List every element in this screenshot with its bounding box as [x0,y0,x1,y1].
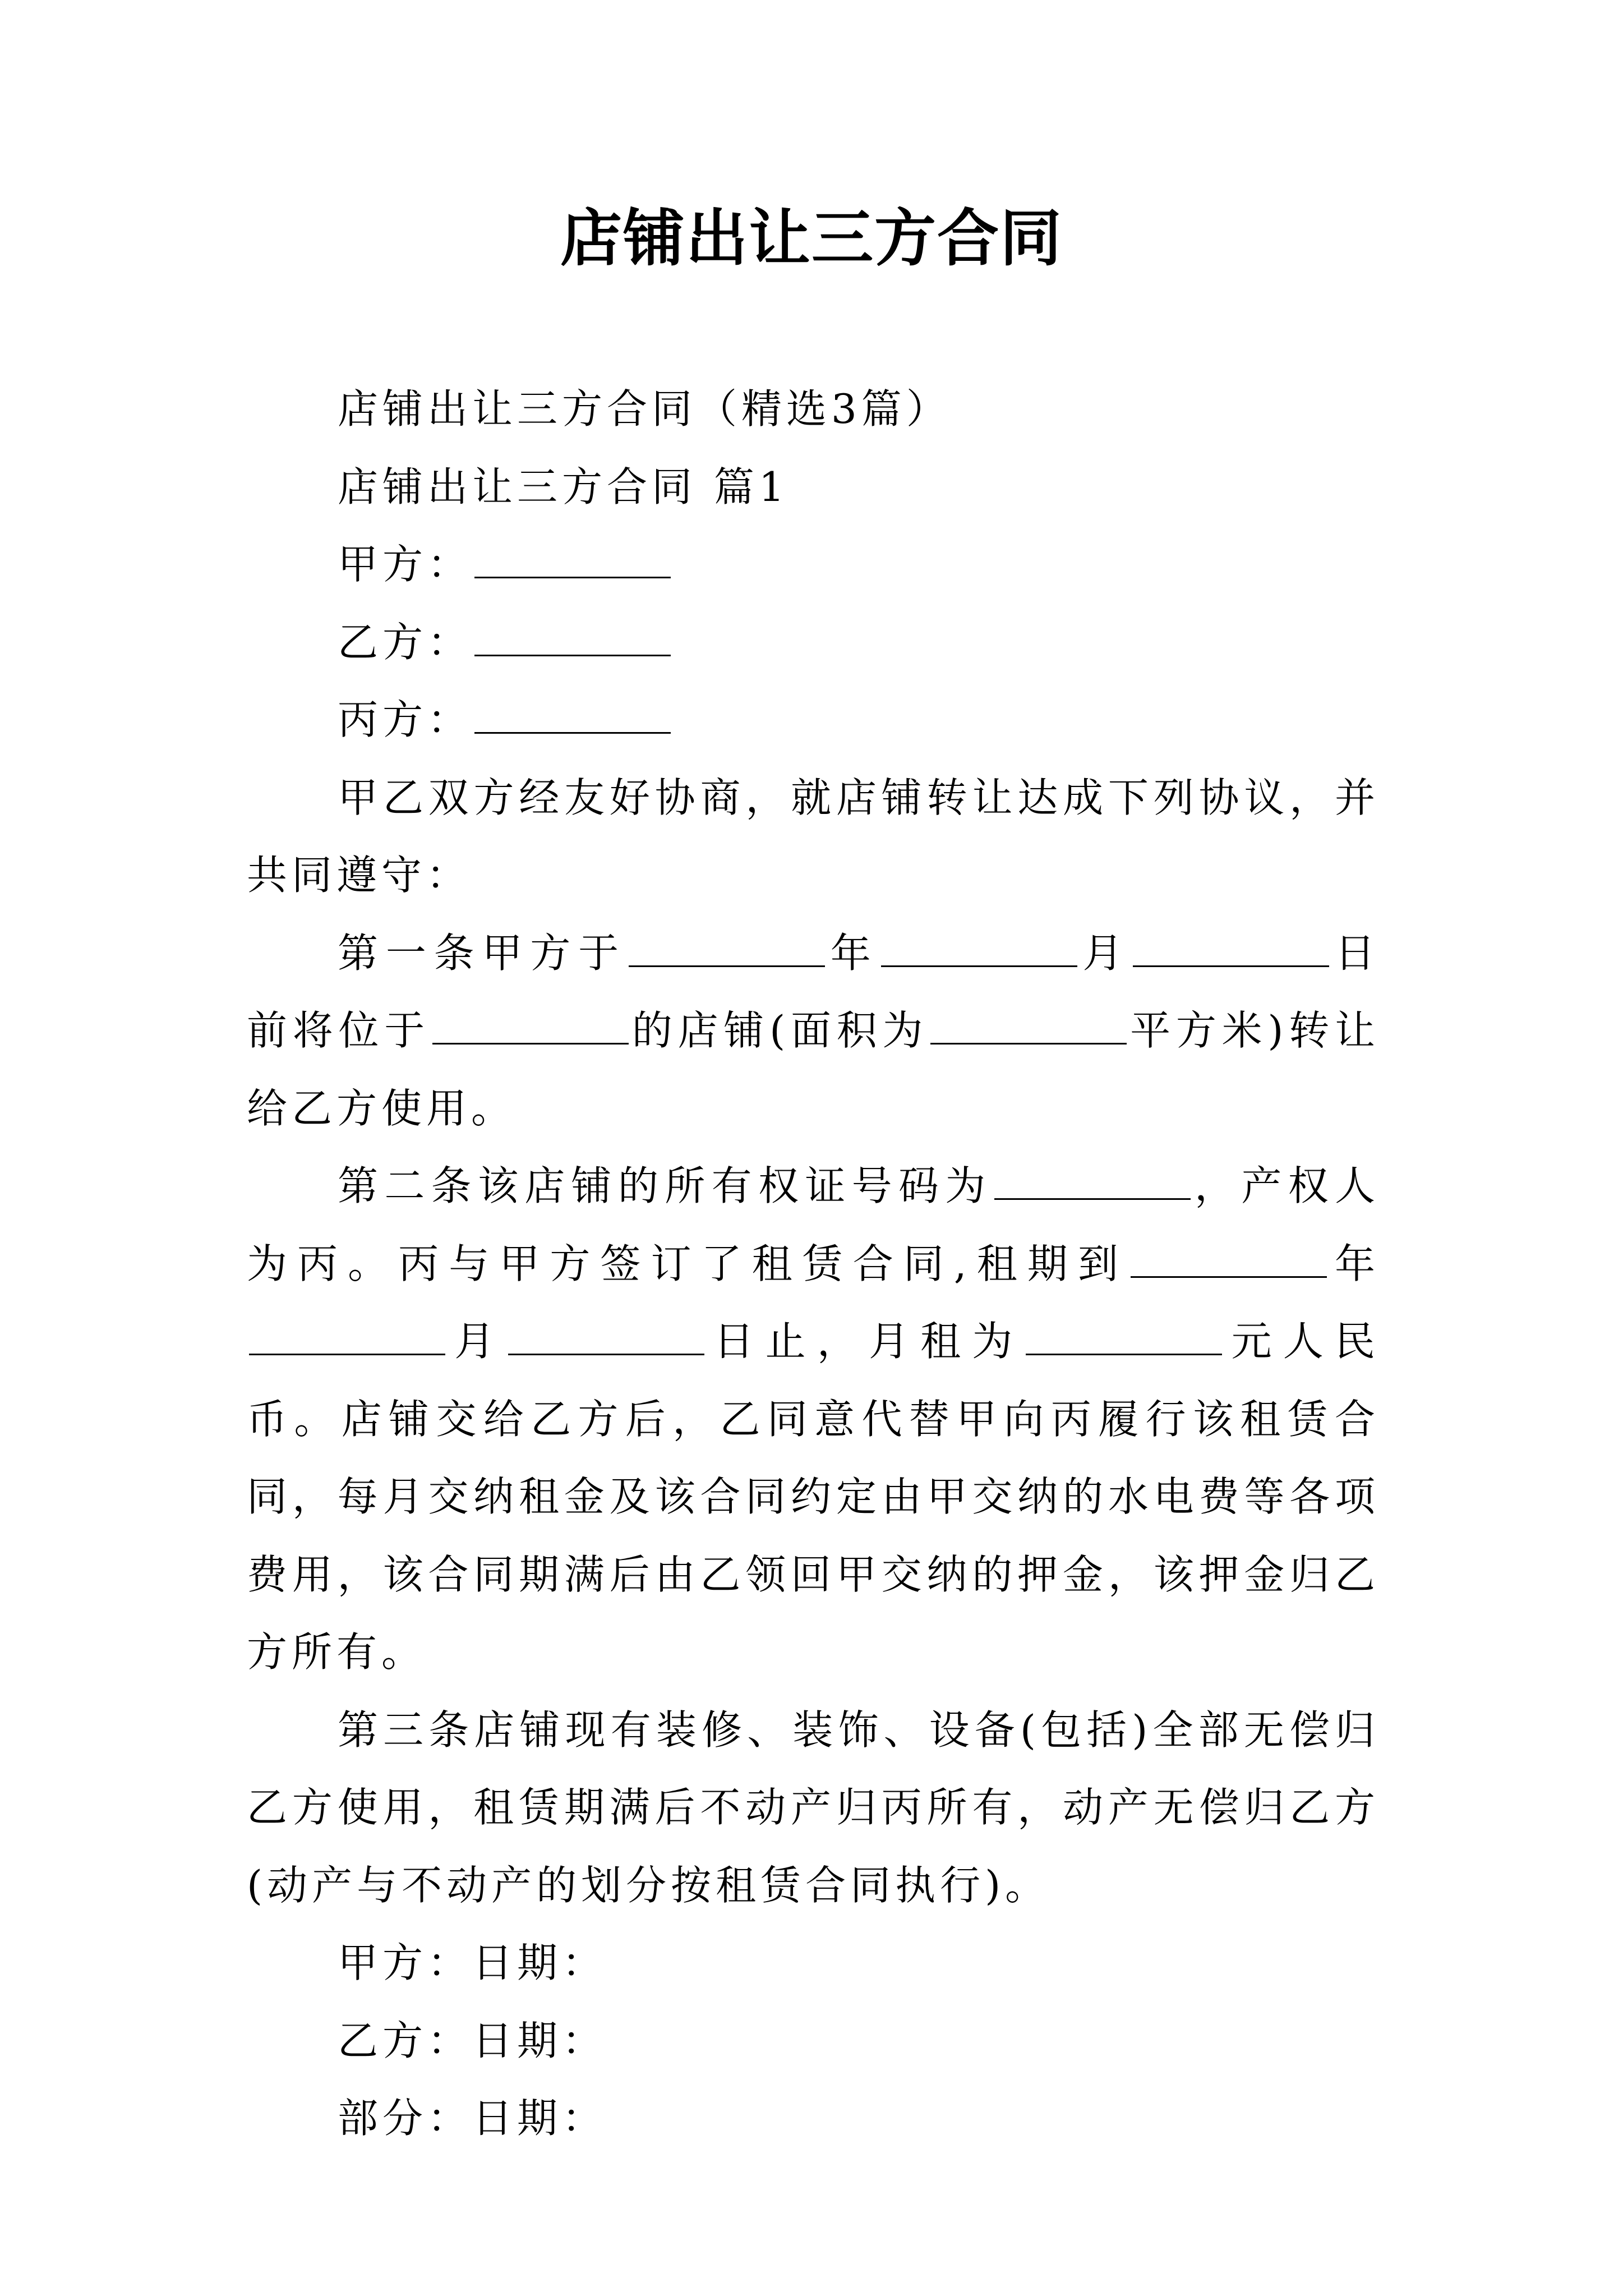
clause-2-text: 日止，月租为 [707,1318,1024,1365]
blank-field [1133,965,1329,967]
clause-3: 第三条店铺现有装修、装饰、设备(包括)全部无偿归乙方使用，租赁期满后不动产归丙所有，动产无偿归乙方(动产与不动产的划分按租赁合同执行)。 [247,1706,1380,1909]
clause-1-text: 平方米)转让给乙方使用。 [247,1007,1380,1132]
blank-field [1131,1276,1327,1278]
blank-field [432,1042,629,1045]
clause-2-text: ，产权人为丙。丙与甲方签订了租赁合同,租期到 [247,1162,1380,1287]
clause-2 [247,1147,1380,1691]
party-a-blank [474,576,671,578]
party-c-label: 丙方： [338,696,473,743]
clause-1-text: 第一条甲方于 [338,929,626,977]
party-b-line [247,604,1380,682]
section-heading: 店铺出让三方合同 篇1 [338,463,789,510]
blank-field [629,965,825,967]
party-b-label: 乙方： [338,618,473,666]
document-subtitle: 店铺出让三方合同（精选3篇） [338,385,951,432]
clause-1 [247,914,1380,1148]
clause-1-text: 年 [827,929,879,977]
clause-1-text: 日前将位于 [247,929,1380,1054]
clause-2-text: 元人民币。店铺交给乙方后，乙同意代替甲向丙履行该租赁合同，每月交纳租金及该合同约定由甲交纳的水电费等各项费用，该合同期满后由乙领回甲交纳的押金，该押金归乙方所有。 [247,1318,1380,1676]
blank-field [249,1353,445,1355]
blank-field [881,965,1077,967]
intro-paragraph: 甲乙双方经友好协商，就店铺转让达成下列协议，并共同遵守： [247,774,1380,899]
party-b-blank [474,654,671,656]
party-a-line [247,526,1380,604]
party-c-blank [474,731,671,734]
clause-2-text: 月 [448,1318,506,1365]
blank-field [1026,1353,1222,1355]
document-title: 店铺出让三方合同 [560,202,1063,274]
blank-field [994,1198,1191,1200]
party-c-line [247,681,1380,759]
blank-field [508,1353,704,1355]
clause-2-text: 第二条该店铺的所有权证号码为 [338,1162,992,1209]
signature-line-a: 甲方：日期： [338,1939,607,1986]
signature-line-c: 部分：日期： [338,2095,607,2142]
blank-field [930,1042,1127,1045]
clause-1-text: 月 [1079,929,1131,977]
signature-line-b: 乙方：日期： [338,2017,607,2064]
clause-2-text: 年 [1329,1240,1380,1287]
party-a-label: 甲方： [338,541,473,588]
clause-1-text: 的店铺(面积为 [631,1007,929,1054]
document-body [247,370,1380,2157]
